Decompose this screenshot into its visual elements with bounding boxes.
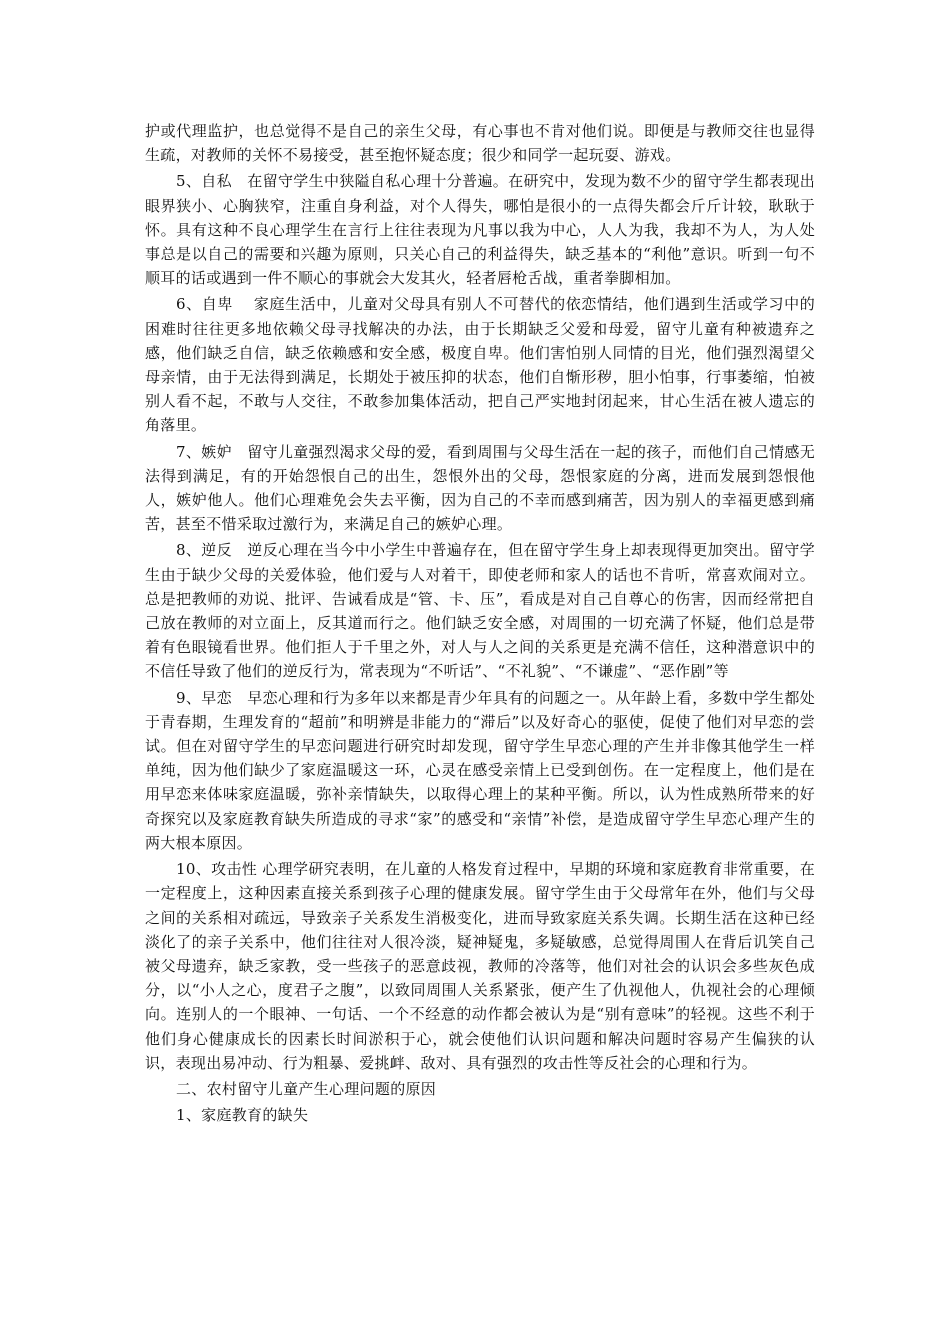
paragraph-inferiority: 6、自卑 家庭生活中，儿童对父母具有别人不可替代的依恋情结，他们遇到生活或学习中的困难时往往更多地依赖父母寻找解决的办法，由于长期缺乏父爱和母爱，留守儿童有种被遗弃之感，他们缺乏自信，缺乏依赖感和安全感，极度自卑。他们害怕别人同情的目光，他们强烈渴望父母亲情，由于无法得到满足，长期处于被压抑的状态，他们自惭形秽，胆小怕事，行事萎缩，怕被别人看不起，不敢与人交往，不敢参加集体活动，把自己严实地封闭起来，甘心生活在被人遗忘的角落里。 <box>145 295 815 435</box>
paragraph-rebellion: 8、逆反 逆反心理在当今中小学生中普遍存在，但在留守学生身上却表现得更加突出。留守学生由于缺少父母的关爱体验，他们爱与人对着干，即使老师和家人的话也不肯听，常喜欢闹对立。总是把教师的劝说、批评、告诫看成是“管、卡、压”，看成是对自己自尊心的伤害，因而经常把自己放在教师的对立面上，反其道而行之。他们缺乏安全感，对周围的一切充满了怀疑，他们总是带着有色眼镜看世界。他们拒人于千里之外，对人与人之间的关系更是充满不信任，这种潜意识中的不信任导致了他们的逆反行为，常表现为“不听话”、“不礼貌”、“不谦虚”、“恶作剧”等 <box>145 541 815 681</box>
section-heading-causes: 二、农村留守儿童产生心理问题的原因 <box>176 1079 437 1098</box>
paragraph-jealousy: 7、嫉妒 留守儿童强烈渴求父母的爱，看到周围与父母生活在一起的孩子，而他们自己情感无法得到满足，有的开始怨恨自己的出生，怨恨外出的父母，怨恨家庭的分离，进而发展到怨恨他人，嫉妒他人。他们心理难免会失去平衡，因为自己的不幸而感到痛苦，因为别人的幸福更感到痛苦，甚至不惜采取过激行为，来满足自己的嫉妒心理。 <box>145 442 815 534</box>
paragraph-early-love: 9、早恋 早恋心理和行为多年以来都是青少年具有的问题之一。从年龄上看，多数中学生都处于青春期，生理发育的“超前”和明辨是非能力的“滞后”以及好奇心的驱使，促使了他们对早恋的尝试。但在对留守学生的早恋问题进行研究时却发现，留守学生早恋心理的产生并非像其他学生一样单纯，因为他们缺少了家庭温暖这一环，心灵在感受亲情上已受到创伤。在一定程度上，他们是在用早恋来体味家庭温暖，弥补亲情缺失，以取得心理上的某种平衡。所以，认为性成熟所带来的好奇探究以及家庭教育缺失所造成的寻求“家”的感受和“亲情”补偿，是造成留守学生早恋心理产生的两大根本原因。 <box>145 688 815 852</box>
subsection-heading-family-education: 1、家庭教育的缺失 <box>176 1106 309 1125</box>
paragraph-aggression: 10、攻击性 心理学研究表明，在儿童的人格发育过程中，早期的环境和家庭教育非常重要，在一定程度上，这种因素直接关系到孩子心理的健康发展。留守学生由于父母常年在外，他们与父母之间的关系相对疏远，导致亲子关系发生消极变化，进而导致家庭关系失调。长期生活在这种已经淡化了的亲子关系中，他们往往对人很冷淡，疑神疑鬼，多疑敏感，总觉得周围人在背后讥笑自己被父母遗弃，缺乏家教，受一些孩子的恶意歧视，教师的冷落等，他们对社会的认识会多些灰色成分，以“小人之心，度君子之腹”，以致同周围人关系紧张，便产生了仇视他人，仇视社会的心理倾向。连别人的一个眼神、一句话、一个不经意的动作都会被认为是“别有意味”的轻视。这些不利于他们身心健康成长的因素长时间淤积于心，就会使他们认识问题和解决问题时容易产生偏狭的认识，表现出易冲动、行为粗暴、爱挑衅、敌对、具有强烈的攻击性等反社会的心理和行为。 <box>145 860 815 1072</box>
paragraph-continuation: 护或代理监护，也总觉得不是自己的亲生父母，有心事也不肯对他们说。即便是与教师交往也显得生疏，对教师的关怀不易接受，甚至抱怀疑态度；很少和同学一起玩耍、游戏。 <box>145 122 815 165</box>
paragraph-selfishness: 5、自私 在留守学生中狭隘自私心理十分普遍。在研究中，发现为数不少的留守学生都表现出眼界狭小、心胸狭窄，注重自身利益，对个人得失，哪怕是很小的一点得失都会斤斤计较，耿耿于怀。具有这种不良心理学生在言行上往往表现为凡事以我为中心，人人为我，我却不为人，为人处事总是以自己的需要和兴趣为原则，只关心自己的利益得失，缺乏基本的“利他”意识。听到一句不顺耳的话或遇到一件不顺心的事就会大发其火，轻者唇枪舌战，重者拳脚相加。 <box>145 172 815 288</box>
